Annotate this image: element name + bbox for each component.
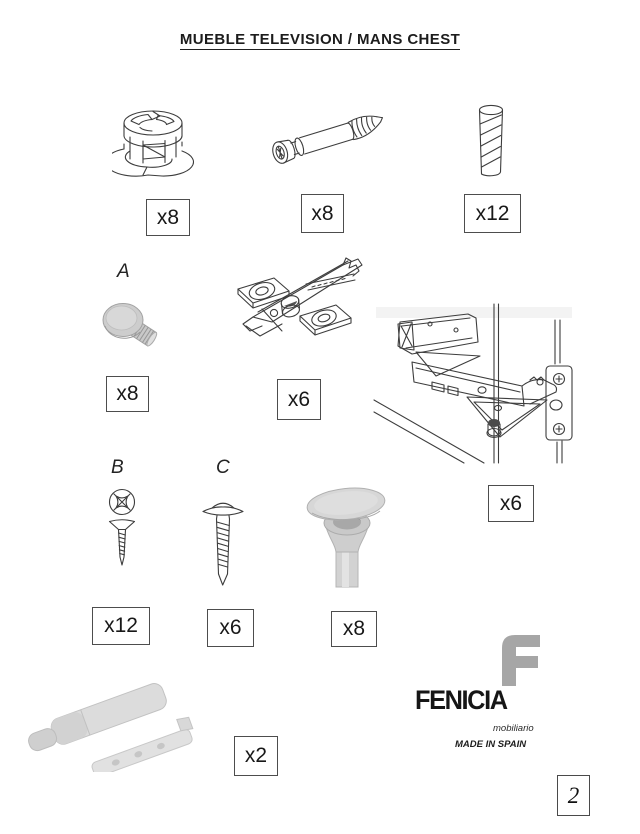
sheet-title: MUEBLE TELEVISION / MANS CHEST xyxy=(179,31,461,48)
qty-label: x8 xyxy=(116,382,139,405)
cam-dowel-bolt-illustration xyxy=(268,98,406,172)
brand-subtitle: mobiliario xyxy=(493,723,534,734)
qty-label: x8 xyxy=(342,617,366,640)
qty-box-hinge xyxy=(488,485,534,522)
qty-label: x8 xyxy=(311,201,334,225)
page-number-box xyxy=(557,775,590,816)
qty-label: x8 xyxy=(156,205,180,229)
qty-box-screw-a xyxy=(106,376,149,412)
qty-box-cam-bolt xyxy=(301,194,344,233)
soft-close-damper-illustration xyxy=(26,670,204,772)
qty-label: x6 xyxy=(287,387,311,411)
machine-screw-illustration xyxy=(100,297,158,355)
brand-origin: MADE IN SPAIN xyxy=(455,739,527,750)
countersunk-screw-illustration xyxy=(102,488,144,572)
page-number: 2 xyxy=(567,782,580,808)
part-letter-c: C xyxy=(216,457,230,478)
pan-head-screw-illustration xyxy=(199,494,247,590)
connector-bolt-illustration xyxy=(304,485,390,589)
qty-label: x12 xyxy=(104,614,138,637)
qty-label: x2 xyxy=(244,744,268,767)
part-letter-b: B xyxy=(111,457,124,478)
part-letter-a: A xyxy=(117,261,130,282)
fenicia-f-mark-icon xyxy=(488,630,540,686)
qty-label: x6 xyxy=(219,616,242,639)
qty-label: x12 xyxy=(475,201,510,225)
wooden-dowel-illustration xyxy=(473,102,511,188)
qty-label: x6 xyxy=(499,491,523,515)
concealed-hinge-illustration xyxy=(372,302,578,465)
qty-box-dowel xyxy=(464,194,521,233)
brand-name: FENICIA xyxy=(415,685,507,715)
qty-box-mounting-plate xyxy=(277,379,321,420)
fenicia-logo xyxy=(405,627,555,757)
qty-box-damper xyxy=(234,736,278,776)
mounting-plate-illustration xyxy=(228,252,372,356)
qty-box-screw-b xyxy=(92,607,150,645)
qty-box-screw-c xyxy=(207,609,254,647)
cam-lock-illustration xyxy=(112,106,194,192)
qty-box-connector-bolt xyxy=(331,611,377,647)
qty-box-cam-lock xyxy=(146,199,190,236)
